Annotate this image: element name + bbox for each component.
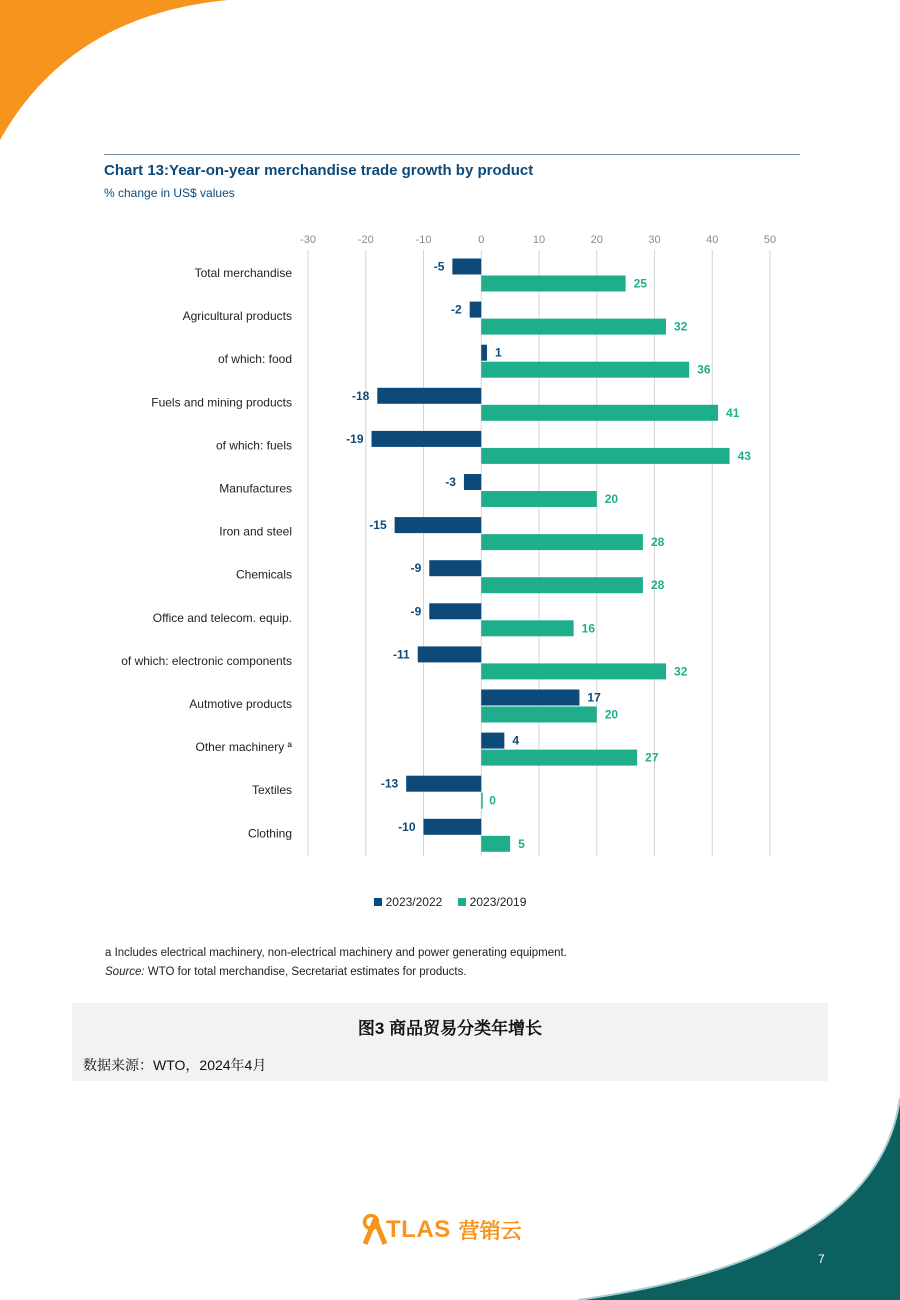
category-label: Manufactures: [219, 481, 292, 496]
bar-2023-2022: [452, 259, 481, 275]
data-label: 1: [495, 345, 502, 360]
data-label: 0: [489, 793, 496, 808]
data-label: -5: [433, 259, 445, 274]
figure-caption-source: 数据来源：WTO，2024年4月: [83, 1057, 267, 1073]
bar-2023-2022: [464, 474, 481, 490]
chart-subtitle: % change in US$ values: [104, 186, 235, 200]
bar-2023-2022: [429, 560, 481, 576]
chart-footnote: a Includes electrical machinery, non-electrical machinery and power generating equipment.: [105, 947, 567, 959]
category-label: of which: fuels: [215, 438, 292, 453]
bar-2023-2022: [481, 345, 487, 361]
bar-2023-2022: [395, 517, 482, 533]
bar-2023-2022: [481, 733, 504, 749]
chart-source: [105, 966, 467, 978]
category-label: of which: electronic components: [121, 653, 292, 668]
source-text: WTO for total merchandise, Secretariat estimates for products.: [144, 966, 467, 978]
bar-2023-2019: [481, 836, 510, 852]
page-number: 7: [818, 1252, 825, 1266]
bar-2023-2022: [406, 776, 481, 792]
x-tick-label: 0: [478, 234, 485, 246]
bar-2023-2019: [481, 663, 666, 679]
data-label: -2: [451, 302, 462, 317]
bar-2023-2019: [481, 405, 718, 421]
legend-swatch-2023-2022: [374, 898, 382, 906]
data-label: 28: [650, 535, 665, 550]
figure-caption-box: [72, 1003, 828, 1081]
data-label: 27: [645, 750, 659, 765]
data-label: 28: [650, 578, 665, 593]
x-tick-label: 20: [590, 234, 603, 246]
bar-2023-2019: [481, 534, 643, 550]
bar-2023-2022: [418, 646, 482, 662]
category-label: Other machinery ª: [195, 740, 292, 755]
data-label: 20: [604, 707, 619, 722]
bar-2023-2022: [481, 690, 579, 706]
data-label: -9: [410, 604, 422, 619]
source-label: Source:: [105, 966, 145, 978]
category-label: Autmotive products: [189, 697, 292, 711]
data-label: 25: [633, 276, 647, 291]
bar-2023-2019: [481, 577, 643, 593]
bar-2023-2019: [481, 319, 666, 335]
data-label: 32: [674, 319, 688, 334]
x-tick-label: -30: [300, 234, 316, 246]
data-label: 16: [581, 621, 596, 636]
data-label: 20: [604, 492, 619, 506]
category-label: Clothing: [247, 826, 292, 841]
atlas-logo-cn: 营销云: [458, 1220, 522, 1243]
bar-2023-2019: [481, 707, 597, 723]
bar-2023-2019: [481, 750, 637, 766]
x-tick-label: -10: [415, 234, 432, 246]
bar-2023-2019: [481, 362, 689, 378]
category-label: Total merchandise: [194, 266, 292, 280]
bar-2023-2022: [377, 388, 481, 404]
data-label: -11: [393, 647, 410, 662]
data-label: 32: [674, 664, 688, 679]
category-label: Fuels and mining products: [151, 395, 292, 410]
data-label: 5: [518, 836, 525, 851]
category-label: Agricultural products: [182, 309, 292, 324]
bar-2023-2022: [429, 603, 481, 619]
x-tick-label: 40: [706, 234, 719, 246]
top-rule: [104, 154, 800, 155]
data-label: -3: [445, 475, 456, 489]
atlas-logo-icon: [362, 1214, 388, 1246]
legend-swatch-2023-2019: [458, 898, 466, 906]
bar-2023-2022: [424, 819, 482, 835]
bar-2023-2019: [481, 620, 573, 636]
data-label: -9: [410, 561, 422, 576]
bar-2023-2022: [372, 431, 482, 447]
top-left-orange-arc: [0, 0, 228, 140]
data-label: 43: [737, 448, 751, 463]
bar-2023-2019: [481, 448, 729, 464]
bar-2023-2019: [481, 276, 625, 292]
data-label: -19: [346, 431, 364, 446]
data-label: 17: [587, 690, 601, 705]
category-label: Textiles: [251, 783, 292, 798]
chart-title: Chart 13:Year-on-year merchandise trade growth by product: [104, 162, 534, 179]
x-tick-label: 10: [532, 234, 546, 246]
category-label: Chemicals: [235, 567, 292, 582]
x-tick-label: -20: [357, 234, 374, 246]
figure-caption-title: 图3 商品贸易分类年增长: [357, 1019, 543, 1038]
data-label: 36: [697, 362, 711, 377]
data-label: 4: [512, 733, 520, 748]
data-label: -18: [351, 388, 370, 403]
bottom-right-teal-arc: [578, 1098, 900, 1300]
legend-item-2023-2022: [374, 895, 443, 909]
bar-2023-2019: [481, 491, 597, 507]
category-label: Office and telecom. equip.: [152, 610, 292, 625]
bar-2023-2022: [470, 302, 482, 318]
atlas-logo: [362, 1214, 522, 1246]
category-label: Iron and steel: [219, 524, 292, 539]
x-tick-label: 50: [763, 234, 777, 246]
data-label: 41: [726, 405, 740, 420]
data-label: -15: [369, 518, 387, 533]
x-tick-label: 30: [648, 234, 661, 246]
atlas-logo-text: TLAS: [386, 1216, 451, 1243]
chart-legend: [0, 895, 900, 909]
category-label: of which: food: [217, 352, 292, 367]
bar-chart: [0, 220, 900, 870]
legend-label-2023-2022: 2023/2022: [385, 895, 443, 909]
data-label: -13: [380, 776, 399, 791]
data-label: -10: [398, 819, 416, 834]
bar-2023-2019: [481, 793, 483, 809]
legend-item-2023-2019: [458, 895, 527, 909]
legend-label-2023-2019: 2023/2019: [469, 895, 527, 909]
